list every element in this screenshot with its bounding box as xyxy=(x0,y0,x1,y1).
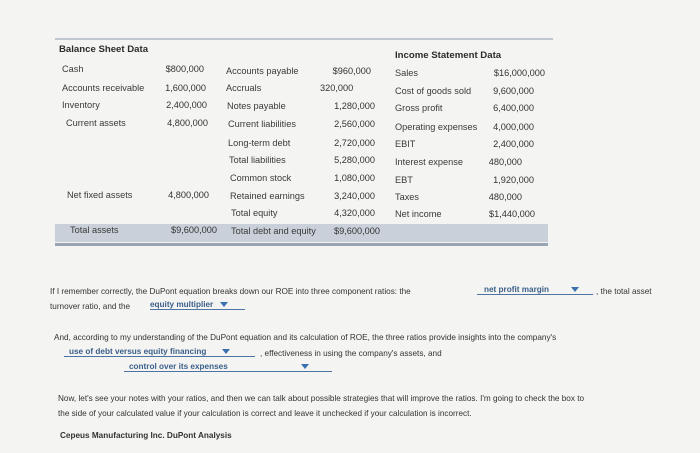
is-label-interest: Interest expense xyxy=(395,157,463,167)
chevron-down-icon xyxy=(220,302,228,307)
equity-multiplier-dropdown[interactable] xyxy=(150,300,245,310)
liab-label-total-equity: Total equity xyxy=(231,208,278,218)
dupont-analysis-title: Cepeus Manufacturing Inc. DuPont Analysis xyxy=(60,431,232,440)
is-value-gross-profit: 6,400,000 xyxy=(493,103,534,113)
is-label-cogs: Cost of goods sold xyxy=(395,86,472,96)
liab-label-retained: Retained earnings xyxy=(230,191,305,201)
is-value-ebt: 1,920,000 xyxy=(493,175,534,185)
expenses-dropdown-value: control over its expenses xyxy=(129,362,228,371)
net-profit-margin-dropdown[interactable] xyxy=(477,285,593,295)
liab-value-total-equity: 4,320,000 xyxy=(334,208,375,218)
paragraph-1-line-2: turnover ratio, and the xyxy=(50,302,131,311)
liab-label-current: Current liabilities xyxy=(228,119,296,129)
is-label-net-income: Net income xyxy=(395,209,442,219)
asset-value-inventory: 2,400,000 xyxy=(166,100,207,110)
is-value-taxes: 480,000 xyxy=(488,192,522,202)
income-statement-title: Income Statement Data xyxy=(395,50,502,61)
liab-value-current: 2,560,000 xyxy=(334,119,375,129)
liab-value-ltd: 2,720,000 xyxy=(334,138,375,148)
liab-label-accruals: Accruals xyxy=(226,83,262,93)
asset-label-cash: Cash xyxy=(62,64,84,74)
liab-value-accruals: 320,000 xyxy=(320,83,354,93)
debt-equity-dropdown[interactable] xyxy=(64,347,255,357)
asset-value-total: $9,600,000 xyxy=(171,225,217,235)
is-label-gross-profit: Gross profit xyxy=(395,103,443,113)
liab-value-total-liab: 5,280,000 xyxy=(334,155,375,165)
liab-value-common-stock: 1,080,000 xyxy=(334,173,375,183)
is-value-cogs: 9,600,000 xyxy=(493,86,534,96)
table-top-rule xyxy=(55,38,553,40)
liab-value-ap: $960,000 xyxy=(332,66,371,76)
is-value-interest: 480,000 xyxy=(488,157,522,167)
is-label-ebt: EBT xyxy=(395,175,413,185)
table-bottom-rule xyxy=(55,243,548,246)
is-value-sales: $16,000,000 xyxy=(493,68,545,78)
liab-value-total-debt-equity: $9,600,000 xyxy=(334,226,380,236)
debt-equity-dropdown-value: use of debt versus equity financing xyxy=(69,347,207,356)
paragraph-1-cont: , the total asset xyxy=(596,287,652,296)
is-value-ebit: 2,400,000 xyxy=(493,139,534,149)
expenses-dropdown[interactable] xyxy=(124,362,332,372)
paragraph-3-line-1: Now, let's see your notes with your ratios, and then we can talk about possible strategies that will improve the ratios. I'm going to check the box to xyxy=(58,394,585,403)
paragraph-2-line-1: And, according to my understanding of the DuPont equation and its calculation of ROE, the three ratios provide insights into the company's xyxy=(54,333,557,342)
asset-label-inventory: Inventory xyxy=(62,100,100,110)
paragraph-2-cont: , effectiveness in using the company's assets, and xyxy=(260,349,442,358)
liab-label-notes: Notes payable xyxy=(227,101,286,111)
liab-label-ltd: Long-term debt xyxy=(228,138,291,148)
liab-label-common-stock: Common stock xyxy=(230,173,292,183)
liab-value-retained: 3,240,000 xyxy=(334,191,375,201)
asset-label-total: Total assets xyxy=(70,225,119,235)
asset-label-current: Current assets xyxy=(66,118,126,128)
is-value-opex: 4,000,000 xyxy=(493,122,534,132)
asset-value-net-fixed: 4,800,000 xyxy=(168,190,209,200)
asset-value-cash: $800,000 xyxy=(165,64,204,74)
liab-label-ap: Accounts payable xyxy=(226,66,299,76)
is-label-ebit: EBIT xyxy=(395,139,416,149)
is-label-sales: Sales xyxy=(395,68,418,78)
liab-label-total-liab: Total liabilities xyxy=(229,155,286,165)
asset-value-ar: 1,600,000 xyxy=(165,83,206,93)
chevron-down-icon xyxy=(222,349,230,354)
equity-multiplier-dropdown-value: equity multiplier xyxy=(150,300,214,309)
is-label-taxes: Taxes xyxy=(395,192,419,202)
balance-sheet-title: Balance Sheet Data xyxy=(59,44,149,55)
liab-value-notes: 1,280,000 xyxy=(334,101,375,111)
asset-value-current: 4,800,000 xyxy=(167,118,208,128)
asset-label-ar: Accounts receivable xyxy=(62,83,145,93)
liab-label-total-debt-equity: Total debt and equity xyxy=(231,226,316,236)
asset-label-net-fixed: Net fixed assets xyxy=(67,190,133,200)
paragraph-3-line-2: the side of your calculated value if your calculation is correct and leave it unchecked if your calculation is incorrect. xyxy=(58,409,472,418)
chevron-down-icon xyxy=(571,287,579,292)
is-label-opex: Operating expenses xyxy=(395,122,478,132)
net-profit-margin-dropdown-value: net profit margin xyxy=(484,285,550,294)
chevron-down-icon xyxy=(301,364,309,369)
paragraph-1-line-1: If I remember correctly, the DuPont equation breaks down our ROE into three component ratios: the xyxy=(50,287,411,296)
is-value-net-income: $1,440,000 xyxy=(489,209,535,219)
